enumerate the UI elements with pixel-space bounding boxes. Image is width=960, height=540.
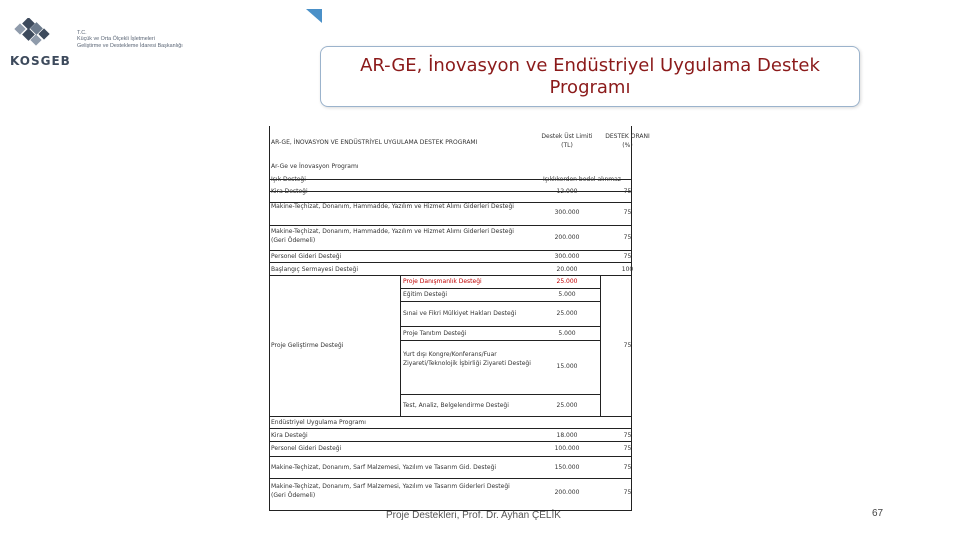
table-rule (269, 441, 632, 442)
row-rate: 75 (623, 253, 632, 260)
table-rule (269, 275, 632, 276)
table-rule (269, 478, 632, 479)
section-rd-innovation: Ar-Ge ve İnovasyon Programı (271, 163, 359, 170)
row-limit: 300.000 (554, 253, 580, 260)
corner-triangle-icon (306, 9, 322, 23)
table-rule (269, 250, 632, 251)
subrow-label: Yurt dışı Kongre/Konferans/Fuar Ziyareti/Teknolojik İşbirliği Ziyareti Desteği (403, 351, 531, 367)
row-label: Personel Gideri Desteği (271, 445, 342, 452)
row-limit: 20.000 (556, 266, 578, 273)
page-title: AR-GE, İnovasyon ve Endüstriyel Uygulama Destek Programı (360, 54, 820, 98)
row-limit: Işıklıkerden bedel alınmaz (543, 176, 621, 183)
table-rule (400, 288, 600, 289)
subrow-limit: 25.000 (556, 310, 578, 317)
table-rule (269, 428, 632, 429)
table-rule (400, 275, 401, 416)
row-label: Başlangıç Sermayesi Desteği (271, 266, 359, 273)
row-label: Makine-Teçhizat, Donanım, Hammadde, Yazılım ve Hizmet Alımı Giderleri Desteği (Geri Ödemeli) (271, 228, 514, 244)
subrow-label: Proje Danışmanlık Desteği (403, 278, 482, 285)
header-program: AR-GE, İNOVASYON VE ENDÜSTRİYEL UYGULAMA DESTEK PROGRAMI (271, 139, 478, 146)
subrow-limit: 15.000 (556, 363, 578, 370)
subrow-label: Test, Analiz, Belgelendirme Desteği (403, 402, 509, 409)
kosgeb-institution-text (77, 30, 183, 49)
row-rate: 75 (623, 342, 632, 349)
header-limit (534, 132, 600, 150)
section-industrial-application: Endüstriyel Uygulama Programı (271, 419, 366, 426)
subrow-label: Sınai ve Fikri Mülkiyet Hakları Desteği (403, 310, 517, 317)
subrow-limit: 5.000 (558, 291, 576, 298)
row-label: Makine-Teçhizat, Donanım, Sarf Malzemesi, Yazılım ve Tasarım Gid. Desteği (271, 464, 497, 471)
row-limit: 150.000 (554, 464, 580, 471)
row-limit: 300.000 (554, 209, 580, 216)
row-limit: 12.000 (556, 188, 578, 195)
header-limit-line-1: Destek Üst Limiti (541, 133, 593, 140)
row-label: Makine-Teçhizat, Donanım, Sarf Malzemesi, Yazılım ve Tasarım Giderleri Desteği (Geri Ödemeli) (271, 483, 510, 499)
table-rule (269, 262, 632, 263)
kosgeb-logo (10, 18, 230, 68)
row-rate: 75 (623, 234, 632, 241)
header-limit-line-2: (TL) (561, 142, 573, 149)
logo-line-3: Geliştirme ve Destekleme İdaresi Başkanlığı (77, 42, 183, 49)
header-rate (600, 132, 655, 150)
page-number: 67 (872, 508, 884, 519)
row-label: Işık Desteği (271, 176, 306, 183)
logo-line-1: T.C. (77, 30, 87, 36)
row-rate: 75 (623, 489, 632, 496)
table-rule (269, 225, 632, 226)
subrow-limit: 5.000 (558, 330, 576, 337)
table-rule (400, 301, 600, 302)
row-label: Makine-Teçhizat, Donanım, Hammadde, Yazılım ve Hizmet Alımı Giderleri Desteği (271, 203, 514, 210)
row-rate: 75 (623, 432, 632, 439)
header-rate-line-2: (%) (622, 142, 633, 149)
header-rate-line-1: DESTEK ORANI (605, 133, 650, 140)
row-limit: 200.000 (554, 489, 580, 496)
support-program-table (269, 126, 650, 514)
table-rule (631, 126, 632, 511)
kosgeb-logo-mark (10, 18, 72, 52)
table-rule (400, 326, 600, 327)
table-rule (400, 394, 600, 395)
title-box (320, 46, 860, 107)
row-label: Kira Desteği (271, 432, 308, 439)
subrow-label: Eğitim Desteği (403, 291, 447, 298)
kosgeb-brand-text: KOSGEB (10, 54, 71, 68)
row-limit: 18.000 (556, 432, 578, 439)
row-rate: 75 (623, 188, 632, 195)
subrow-label: Proje Tanıtım Desteği (403, 330, 467, 337)
row-limit: 100.000 (554, 445, 580, 452)
row-label: Personel Gideri Desteği (271, 253, 342, 260)
logo-line-2: Küçük ve Orta Ölçekli İşletmeleri (77, 36, 155, 43)
table-rule (269, 416, 632, 417)
footer-author: Proje Destekleri, Prof. Dr. Ayhan ÇELİK (386, 510, 561, 521)
subrow-limit: 25.000 (556, 402, 578, 409)
row-rate: 75 (623, 209, 632, 216)
row-limit: 200.000 (554, 234, 580, 241)
row-rate: 100 (621, 266, 634, 273)
table-rule (269, 456, 632, 457)
row-label-project-development: Proje Geliştirme Desteği (271, 342, 344, 349)
subrow-limit: 25.000 (556, 278, 578, 285)
row-rate: 75 (623, 445, 632, 452)
row-label: Kira Desteği (271, 188, 308, 195)
table-rule (269, 126, 270, 511)
row-rate: 75 (623, 464, 632, 471)
table-rule (400, 340, 600, 341)
